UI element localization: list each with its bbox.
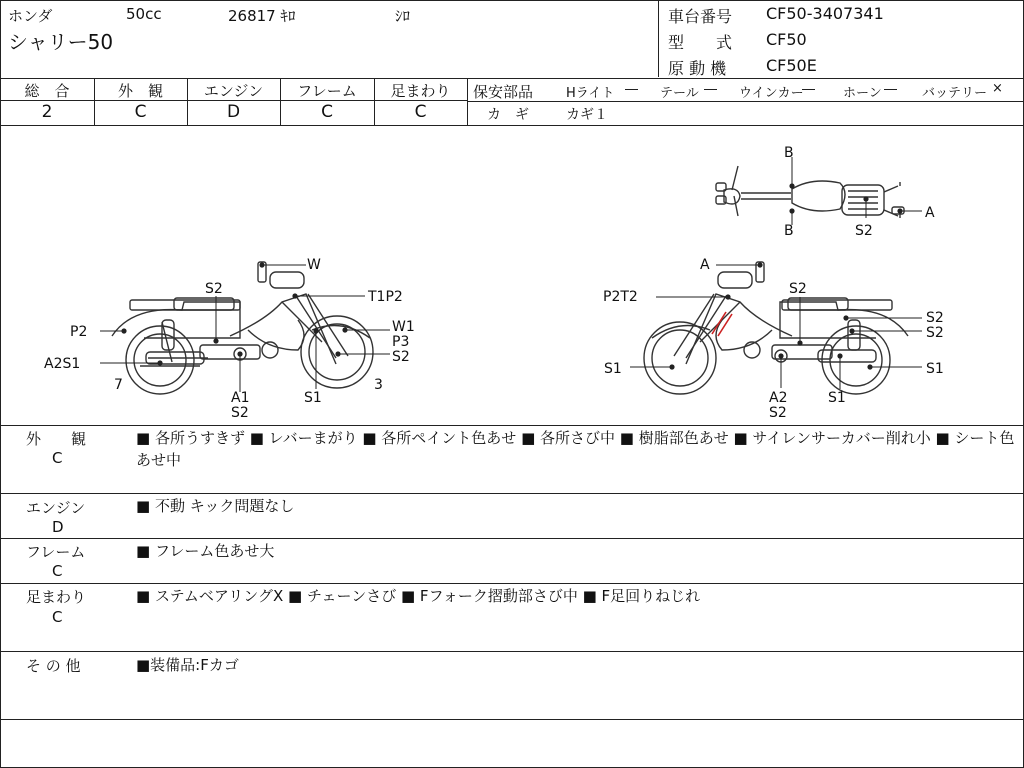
grade-value-suspension: C: [414, 102, 427, 122]
label-S2-front: S2: [392, 349, 410, 365]
horn-mark: ―: [884, 82, 897, 97]
label-B-bottom: B: [784, 223, 794, 239]
section-text-exterior: ■ 各所うすきず ■ レバーまがり ■ 各所ペイント色あせ ■ 各所さび中 ■ 樹脂部色あせ ■ サイレンサーカバー削れ小 ■ シート色あせ中: [136, 429, 1015, 469]
label-S2-right-engine: S2: [769, 405, 787, 421]
label-P2-left: P2: [70, 324, 88, 340]
divider: [467, 78, 468, 125]
divider: [0, 651, 1023, 652]
label-B-top: B: [784, 145, 794, 161]
label-S2-top: S2: [855, 223, 873, 239]
label-A-right: A: [700, 257, 710, 273]
right-view-bike: [644, 262, 908, 394]
label-3: 3: [374, 377, 383, 393]
type-label: 型 式: [668, 33, 733, 52]
key-value: カギ１: [566, 107, 608, 123]
grade-label-exterior: 外 観: [117, 82, 163, 100]
label-S2-engine: S2: [231, 405, 249, 421]
section-title-engine: エンジン: [26, 499, 86, 517]
section-grade-exterior: C: [52, 449, 63, 467]
left-view-points: [121, 262, 347, 365]
section-grade-engine: D: [52, 518, 64, 536]
label-7: 7: [114, 377, 123, 393]
label-P2T2: P2T2: [603, 289, 638, 305]
grade-label-overall: 総 合: [24, 82, 70, 100]
safety-parts-label: 保安部品: [473, 83, 534, 101]
grade-label-engine: エンジン: [203, 82, 264, 100]
label-W1: W1: [392, 319, 415, 335]
label-S1-fork: S1: [304, 390, 322, 406]
label-S2-seat: S2: [205, 281, 223, 297]
label-S2-right-2: S2: [926, 325, 944, 341]
battery-label: バッテリー: [922, 86, 988, 101]
damage-mark: [712, 312, 732, 336]
headlight-mark: ―: [625, 82, 638, 97]
grade-value-overall: 2: [41, 102, 53, 122]
mileage: 26817 ｷﾛ: [228, 7, 296, 25]
section-grade-suspension: C: [52, 608, 63, 626]
section-text-suspension: ■ ステムベアリングX ■ チェーンさび ■ Fフォーク摺動部さび中 ■ F足回りねじれ: [136, 587, 701, 605]
top-view-bike: [716, 166, 904, 218]
divider: [468, 101, 1023, 102]
winker-mark: ―: [802, 82, 815, 97]
frame-no: CF50-3407341: [766, 4, 884, 23]
section-text-other: ■装備品:Fカゴ: [136, 656, 239, 674]
section-title-other: そ の 他: [26, 657, 81, 675]
color: ｼﾛ: [395, 7, 411, 25]
divider: [0, 493, 1023, 494]
label-S1-right-front: S1: [604, 361, 622, 377]
battery-mark: ×: [992, 81, 1003, 96]
grade-value-engine: D: [226, 102, 241, 122]
section-title-exterior: 外 観: [26, 430, 87, 448]
section-grade-frame: C: [52, 562, 63, 580]
divider: [0, 719, 1023, 720]
divider: [0, 425, 1023, 426]
horn-label: ホーン: [843, 86, 882, 101]
section-title-frame: フレーム: [26, 543, 86, 561]
divider: [0, 78, 1023, 79]
grade-value-exterior: C: [134, 102, 147, 122]
engine-value: CF50E: [766, 56, 817, 75]
maker: ホンダ: [8, 7, 53, 25]
engine-label: 原 動 機: [668, 59, 727, 78]
model-name: シャリー50: [8, 30, 114, 54]
label-S2-right-1: S2: [926, 310, 944, 326]
label-A1: A1: [231, 390, 250, 406]
damage-diagram: [0, 126, 1022, 424]
label-A-top: A: [925, 205, 935, 221]
taillight-label: テール: [660, 86, 699, 101]
key-label: カ ギ: [487, 107, 529, 123]
section-text-frame: ■ フレーム色あせ大: [136, 542, 275, 560]
displacement: 50cc: [126, 5, 162, 23]
type-value: CF50: [766, 30, 807, 49]
grade-label-suspension: 足まわり: [390, 82, 451, 100]
label-P3: P3: [392, 334, 410, 350]
label-W: W: [307, 257, 321, 273]
taillight-mark: ―: [704, 82, 717, 97]
grade-label-frame: フレーム: [297, 82, 357, 100]
grade-value-frame: C: [321, 102, 333, 122]
header-divider: [658, 0, 659, 77]
divider: [0, 583, 1023, 584]
label-S1-right-rear: S1: [926, 361, 944, 377]
frame-no-label: 車台番号: [668, 7, 733, 26]
headlight-label: Hライト: [566, 86, 615, 101]
label-S1-right-engine: S1: [828, 390, 846, 406]
label-T1P2: T1P2: [368, 289, 403, 305]
left-view-bike: [112, 262, 373, 394]
label-A2-right: A2: [769, 390, 788, 406]
section-title-suspension: 足まわり: [26, 588, 87, 606]
section-text-engine: ■ 不動 キック問題なし: [136, 497, 295, 515]
winker-label: ウインカー: [739, 86, 804, 101]
label-S2-right-seat: S2: [789, 281, 807, 297]
divider: [0, 538, 1023, 539]
label-A2S1-left: A2S1: [44, 356, 81, 372]
